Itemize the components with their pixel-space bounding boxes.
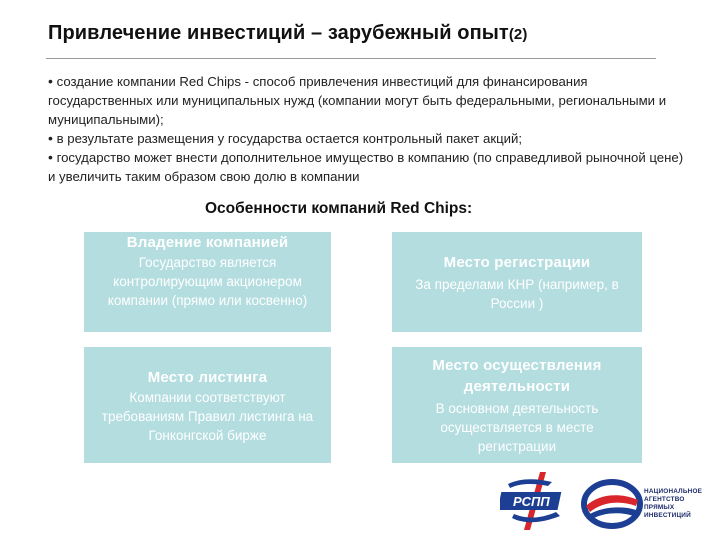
napi-line: АГЕНТСТВО (644, 496, 685, 503)
rspp-logo-text: РСПП (513, 494, 550, 509)
card-listing (84, 347, 331, 463)
page-title (48, 22, 527, 45)
card-body: В основном деятельность осуществляется в месте регистрации (435, 401, 599, 454)
body-text (48, 72, 688, 186)
card-title: Место листинга (147, 369, 268, 386)
napi-emblem-icon (580, 476, 644, 532)
card-body: За пределами КНР (например, в России ) (415, 277, 619, 311)
bullet-paragraph-2 (48, 129, 688, 148)
bullet-paragraph-1 (48, 72, 688, 129)
napi-line: НАЦИОНАЛЬНОЕ (644, 488, 703, 495)
napi-line: ПРЯМЫХ (644, 504, 675, 511)
napi-logo-text (644, 488, 702, 520)
bullet-glyph: • (48, 149, 53, 165)
napi-line: ИНВЕСТИЦИЙ (644, 512, 691, 519)
bullet-glyph: • (48, 130, 53, 146)
card-operations (392, 347, 642, 463)
paragraph-text: государство может внести дополнительное имущество в компанию (по справедливой рыночной цене) и увеличить таким образом свою долю в компании (48, 150, 684, 184)
page-title-text: Привлечение инвестиций – зарубежный опыт (48, 22, 509, 44)
card-title: Место осуществления деятельности (432, 357, 602, 395)
rspp-logo (500, 470, 572, 532)
card-title: Место регистрации (443, 254, 591, 271)
card-body: Компании соответствуют требованиям Правил листинга на Гонконгской бирже (101, 390, 314, 443)
page-title-suffix: (2) (508, 26, 528, 43)
section-subheading: Особенности компаний Red Chips: (205, 200, 473, 217)
bullet-glyph: • (48, 73, 53, 89)
napi-logo (580, 476, 714, 532)
card-body: Государство является контролирующим акционером компании (прямо или косвенно) (107, 255, 308, 308)
card-ownership (84, 232, 331, 332)
card-title: Владение компанией (126, 234, 289, 251)
paragraph-text: в результате размещения у государства остается контрольный пакет акций; (56, 131, 523, 146)
paragraph-text: создание компании Red Chips - способ привлечения инвестиций для финансирования государственных или муниципальных нужд (компании могут быть федеральными, региональными и муниципальными); (48, 74, 667, 127)
bullet-paragraph-3 (48, 148, 688, 186)
card-registration (392, 232, 642, 332)
rspp-arc-top (508, 479, 552, 488)
rspp-arc-bottom (512, 512, 560, 522)
title-divider (46, 58, 656, 59)
